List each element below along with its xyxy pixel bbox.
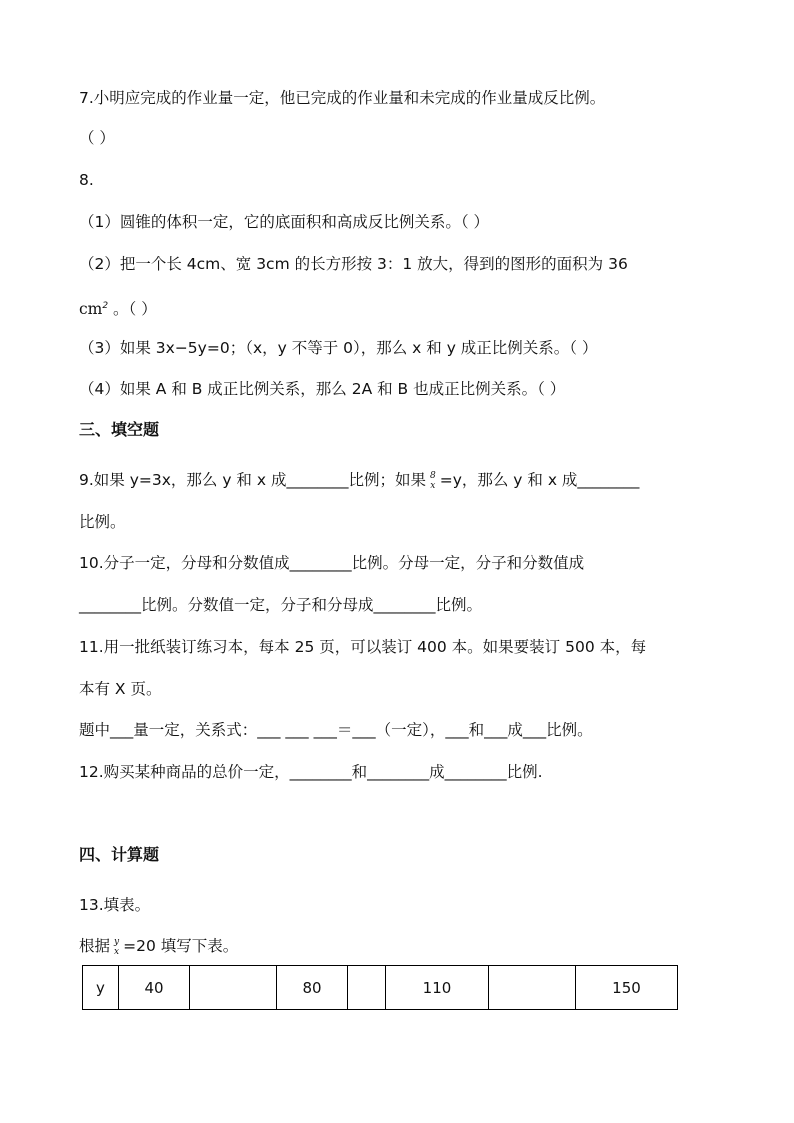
question-8-item-1: （1）圆锥的体积一定，它的底面积和高成反比例关系。（ ） [79, 213, 490, 231]
fill-in-table [82, 965, 678, 1010]
question-8-item-2: （2）把一个长 4cm、宽 3cm 的长方形按 3：1 放大，得到的图形的面积为 36 [79, 255, 628, 273]
question-9 [79, 469, 639, 491]
fraction-y-over-x [114, 937, 119, 957]
question-9-cont: 比例。 [79, 513, 126, 531]
question-12: 12.购买某种商品的总价一定，________和________成________比例. [79, 763, 543, 781]
fraction-denominator: x [114, 946, 120, 957]
instruction-prefix: 根据 [79, 937, 111, 955]
question-11-cont: 本有 X 页。 [79, 680, 162, 698]
table-cell: 80 [277, 966, 348, 1010]
table-cell: 150 [576, 966, 678, 1010]
section-4-heading: 四、计算题 [79, 845, 160, 864]
table-cell[interactable] [190, 966, 277, 1010]
question-7-answer-paren: （ ） [79, 129, 115, 147]
question-8-item-4: （4）如果 A 和 B 成正比例关系，那么 2A 和 B 也成正比例关系。（ ） [79, 380, 566, 398]
fraction-numerator: y [114, 936, 120, 947]
table-row [83, 966, 678, 1010]
question-8-number: 8. [79, 171, 94, 189]
table-cell: y [83, 966, 119, 1010]
table-cell: 110 [386, 966, 489, 1010]
question-8-item-3: （3）如果 3x−5y=0；（x，y 不等于 0），那么 x 和 y 成正比例关系。（ ） [79, 339, 598, 357]
instruction-suffix: =20 填写下表。 [123, 937, 239, 955]
question-8-item-2-paren: 。（ ） [108, 300, 157, 319]
table-cell: 40 [119, 966, 190, 1010]
question-10-cont: ________比例。分数值一定，分子和分母成________比例。 [79, 596, 483, 614]
fraction-numerator: 8 [429, 470, 436, 481]
question-11: 11.用一批纸装订练习本，每本 25 页，可以装订 400 本。如果要装订 500 本，每 [79, 638, 647, 656]
table-cell[interactable] [489, 966, 576, 1010]
question-9-part-b: =y，那么 y 和 x 成________ [439, 471, 640, 489]
question-13: 13.填表。 [79, 896, 151, 914]
question-9-part-a: 9.如果 y=3x，那么 y 和 x 成________比例；如果 [79, 471, 426, 489]
question-8-item-2-cont [79, 295, 157, 320]
fraction-8-over-x [430, 471, 436, 491]
section-3-heading: 三、填空题 [79, 420, 160, 439]
unit-cm: cm [79, 300, 103, 319]
table-cell[interactable] [348, 966, 386, 1010]
question-13-instruction [79, 935, 238, 957]
question-10: 10.分子一定，分母和分数值成________比例。分母一定，分子和分数值成 [79, 554, 585, 572]
unit-exponent: 2 [102, 301, 109, 311]
question-7: 7.小明应完成的作业量一定，他已完成的作业量和未完成的作业量成反比例。 [79, 89, 606, 107]
fraction-denominator: x [430, 480, 436, 491]
question-11-fill: 题中___量一定，关系式：___ ___ ___＝___（一定），___和___成___比例。 [79, 721, 593, 739]
